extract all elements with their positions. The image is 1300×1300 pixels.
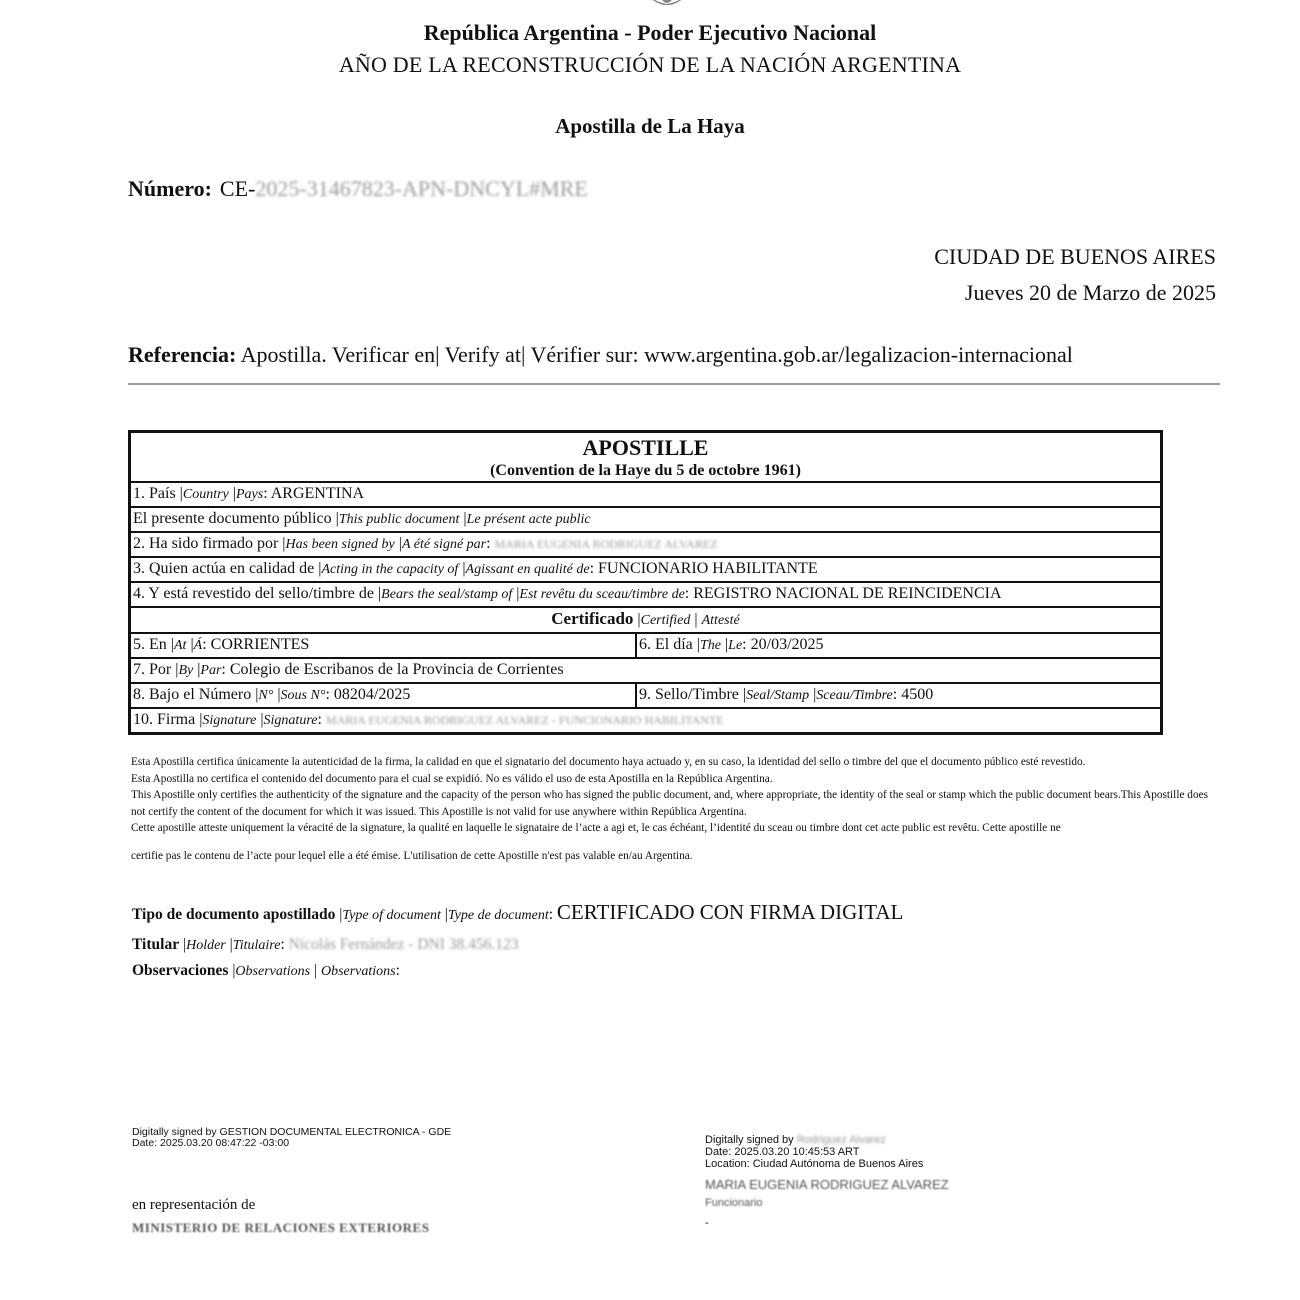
apostille-header-row bbox=[130, 432, 1162, 483]
day-value: 20/03/2025 bbox=[750, 636, 824, 653]
document-number bbox=[128, 176, 588, 202]
place-field: 5. En |At |Á: CORRIENTES bbox=[130, 633, 637, 658]
country-value: ARGENTINA bbox=[270, 485, 365, 502]
reference-text: Apostilla. Verificar en| Verify at| Vérifier sur: www.argentina.gob.ar/legalizacion-internacional bbox=[240, 342, 1073, 367]
public-document-field: El presente documento público |This public document |Le présent acte public bbox=[130, 507, 1162, 532]
reference bbox=[128, 342, 1073, 368]
apostille-title: APOSTILLE bbox=[582, 435, 709, 460]
digital-signature-left: Digitally signed by GESTION DOCUMENTAL ELECTRONICA - GDE Date: 2025.03.20 08:47:22 -03:00 bbox=[132, 1126, 452, 1149]
table-row bbox=[130, 658, 1162, 683]
apostille-table bbox=[128, 430, 1163, 735]
note-es-1: Esta Apostilla certifica únicamente la autenticidad de la firma, la calidad en que el signatario del documento haya actuado y, en su caso, la identidad del sello o timbre del que el documento público esté revestido. bbox=[131, 756, 1086, 768]
header-subtitle: AÑO DE LA RECONSTRUCCIÓN DE LA NACIÓN ARGENTINA bbox=[338, 52, 962, 77]
table-row bbox=[130, 582, 1162, 607]
issue-date: Jueves 20 de Marzo de 2025 bbox=[964, 280, 1216, 305]
signature-field: 10. Firma |Signature |Signature: MARIA EUGENIA RODRIGUEZ ALVAREZ - FUNCIONARIO HABILITANTE bbox=[130, 708, 1162, 734]
apostille-number-value: 08204/2025 bbox=[333, 686, 411, 703]
by-field: 7. Por |By |Par: Colegio de Escribanos de la Provincia de Corrientes bbox=[130, 658, 1162, 683]
document-type: Tipo de documento apostillado |Type of document |Type de document: CERTIFICADO CON FIRMA DIGITAL bbox=[132, 900, 904, 924]
table-row bbox=[130, 482, 1162, 507]
representation: en representación de MINISTERIO DE RELACIONES EXTERIORES bbox=[132, 1197, 430, 1235]
table-row bbox=[130, 557, 1162, 582]
capacity-field: 3. Quien actúa en calidad de |Acting in the capacity of |Agissant en qualité de: FUNCIONARIO HABILITANTE bbox=[130, 557, 1162, 582]
signed-by-field: 2. Ha sido firmado por |Has been signed by |A été signé par: MARIA EUGENIA RODRIGUEZ ALVAREZ bbox=[130, 532, 1162, 557]
note-en: This Apostille only certifies the authenticity of the signature and the capacity of the person who has signed the public document, and, where appropriate, the identity of the seal or stamp which the public document bears.This Apostille does not certify the content of the document for which it was issued. This Apostille is not valid for use anywhere within República Argentina. bbox=[131, 789, 1208, 818]
by-value: Colegio de Escribanos de la Provincia de Corrientes bbox=[229, 661, 564, 678]
table-row bbox=[130, 683, 1162, 708]
seal-value: REGISTRO NACIONAL DE REINCIDENCIA bbox=[693, 585, 1002, 602]
note-es-2: Esta Apostilla no certifica el contenido del documento para el cual se expidió. No es válido el uso de esta Apostilla en la República Argentina. bbox=[131, 772, 773, 785]
signature-redacted: MARIA EUGENIA RODRIGUEZ ALVAREZ - FUNCIONARIO HABILITANTE bbox=[325, 713, 724, 727]
table-row bbox=[130, 507, 1162, 532]
divider bbox=[128, 383, 1220, 385]
stamp-field: 9. Sello/Timbre |Seal/Stamp |Sceau/Timbre: 4500 bbox=[636, 683, 1162, 708]
stamp-value: 4500 bbox=[901, 686, 934, 703]
observations: Observaciones |Observations | Observations: bbox=[132, 962, 400, 979]
country-field: 1. País |Country |Pays: ARGENTINA bbox=[130, 482, 1162, 507]
number-redacted: 2025-31467823-APN-DNCYL#MRE bbox=[255, 176, 588, 201]
note-fr-2: certifie pas le contenu de l’acte pour lequel elle a été émise. L'utilisation de cette Apostille n'est pas valable en/au Argentina. bbox=[131, 849, 693, 862]
place-value: CORRIENTES bbox=[210, 636, 310, 653]
document-title: Apostilla de La Haya bbox=[555, 114, 745, 138]
header-title: República Argentina - Poder Ejecutivo Nacional bbox=[423, 20, 877, 45]
reference-label: Referencia: bbox=[128, 342, 237, 367]
national-emblem-icon bbox=[640, 0, 694, 18]
holder: Titular |Holder |Titulaire: Nicolás Fernández - DNI 38.456.123 bbox=[132, 936, 519, 953]
table-row bbox=[130, 532, 1162, 557]
capacity-value: FUNCIONARIO HABILITANTE bbox=[598, 560, 818, 577]
holder-redacted: Nicolás Fernández - DNI 38.456.123 bbox=[288, 936, 519, 953]
legal-notes bbox=[131, 754, 1221, 864]
digital-signature-right: Digitally signed by Rodriguez Alvarez Date: 2025.03.20 10:45:53 ART Location: Ciudad Autónoma de Buenos Aires MARIA EUGENIA RODRIGUEZ ALVAREZ Funcionario - bbox=[705, 1134, 949, 1229]
table-row bbox=[130, 708, 1162, 734]
document-type-value: CERTIFICADO CON FIRMA DIGITAL bbox=[556, 900, 904, 924]
note-fr-1: Cette apostille atteste uniquement la véracité de la signature, la qualité en laquelle le signataire de l’acte a agi et, le cas échéant, l’identité du sceau ou timbre dont cet acte public est revêtu. Cette apostille ne bbox=[131, 822, 1061, 834]
day-field: 6. El día |The |Le: 20/03/2025 bbox=[636, 633, 1162, 658]
apostille-subtitle: (Convention de la Haye du 5 de octobre 1961) bbox=[490, 462, 801, 479]
issue-place: CIUDAD DE BUENOS AIRES bbox=[934, 244, 1216, 269]
number-label: Número: bbox=[128, 176, 212, 201]
number-prefix: CE- bbox=[219, 176, 256, 201]
seal-field: 4. Y está revestido del sello/timbre de |Bears the seal/stamp of |Est revêtu du sceau/timbre de: REGISTRO NACIONAL DE REINCIDENCIA bbox=[130, 582, 1162, 607]
signed-by-redacted: MARIA EUGENIA RODRIGUEZ ALVAREZ bbox=[494, 537, 718, 551]
number-field: 8. Bajo el Número |N° |Sous N°: 08204/2025 bbox=[130, 683, 637, 708]
certified-heading: Certificado |Certified | Attesté bbox=[130, 607, 1162, 633]
table-row bbox=[130, 607, 1162, 633]
table-row bbox=[130, 633, 1162, 658]
representation-redacted: MINISTERIO DE RELACIONES EXTERIORES bbox=[132, 1220, 430, 1235]
